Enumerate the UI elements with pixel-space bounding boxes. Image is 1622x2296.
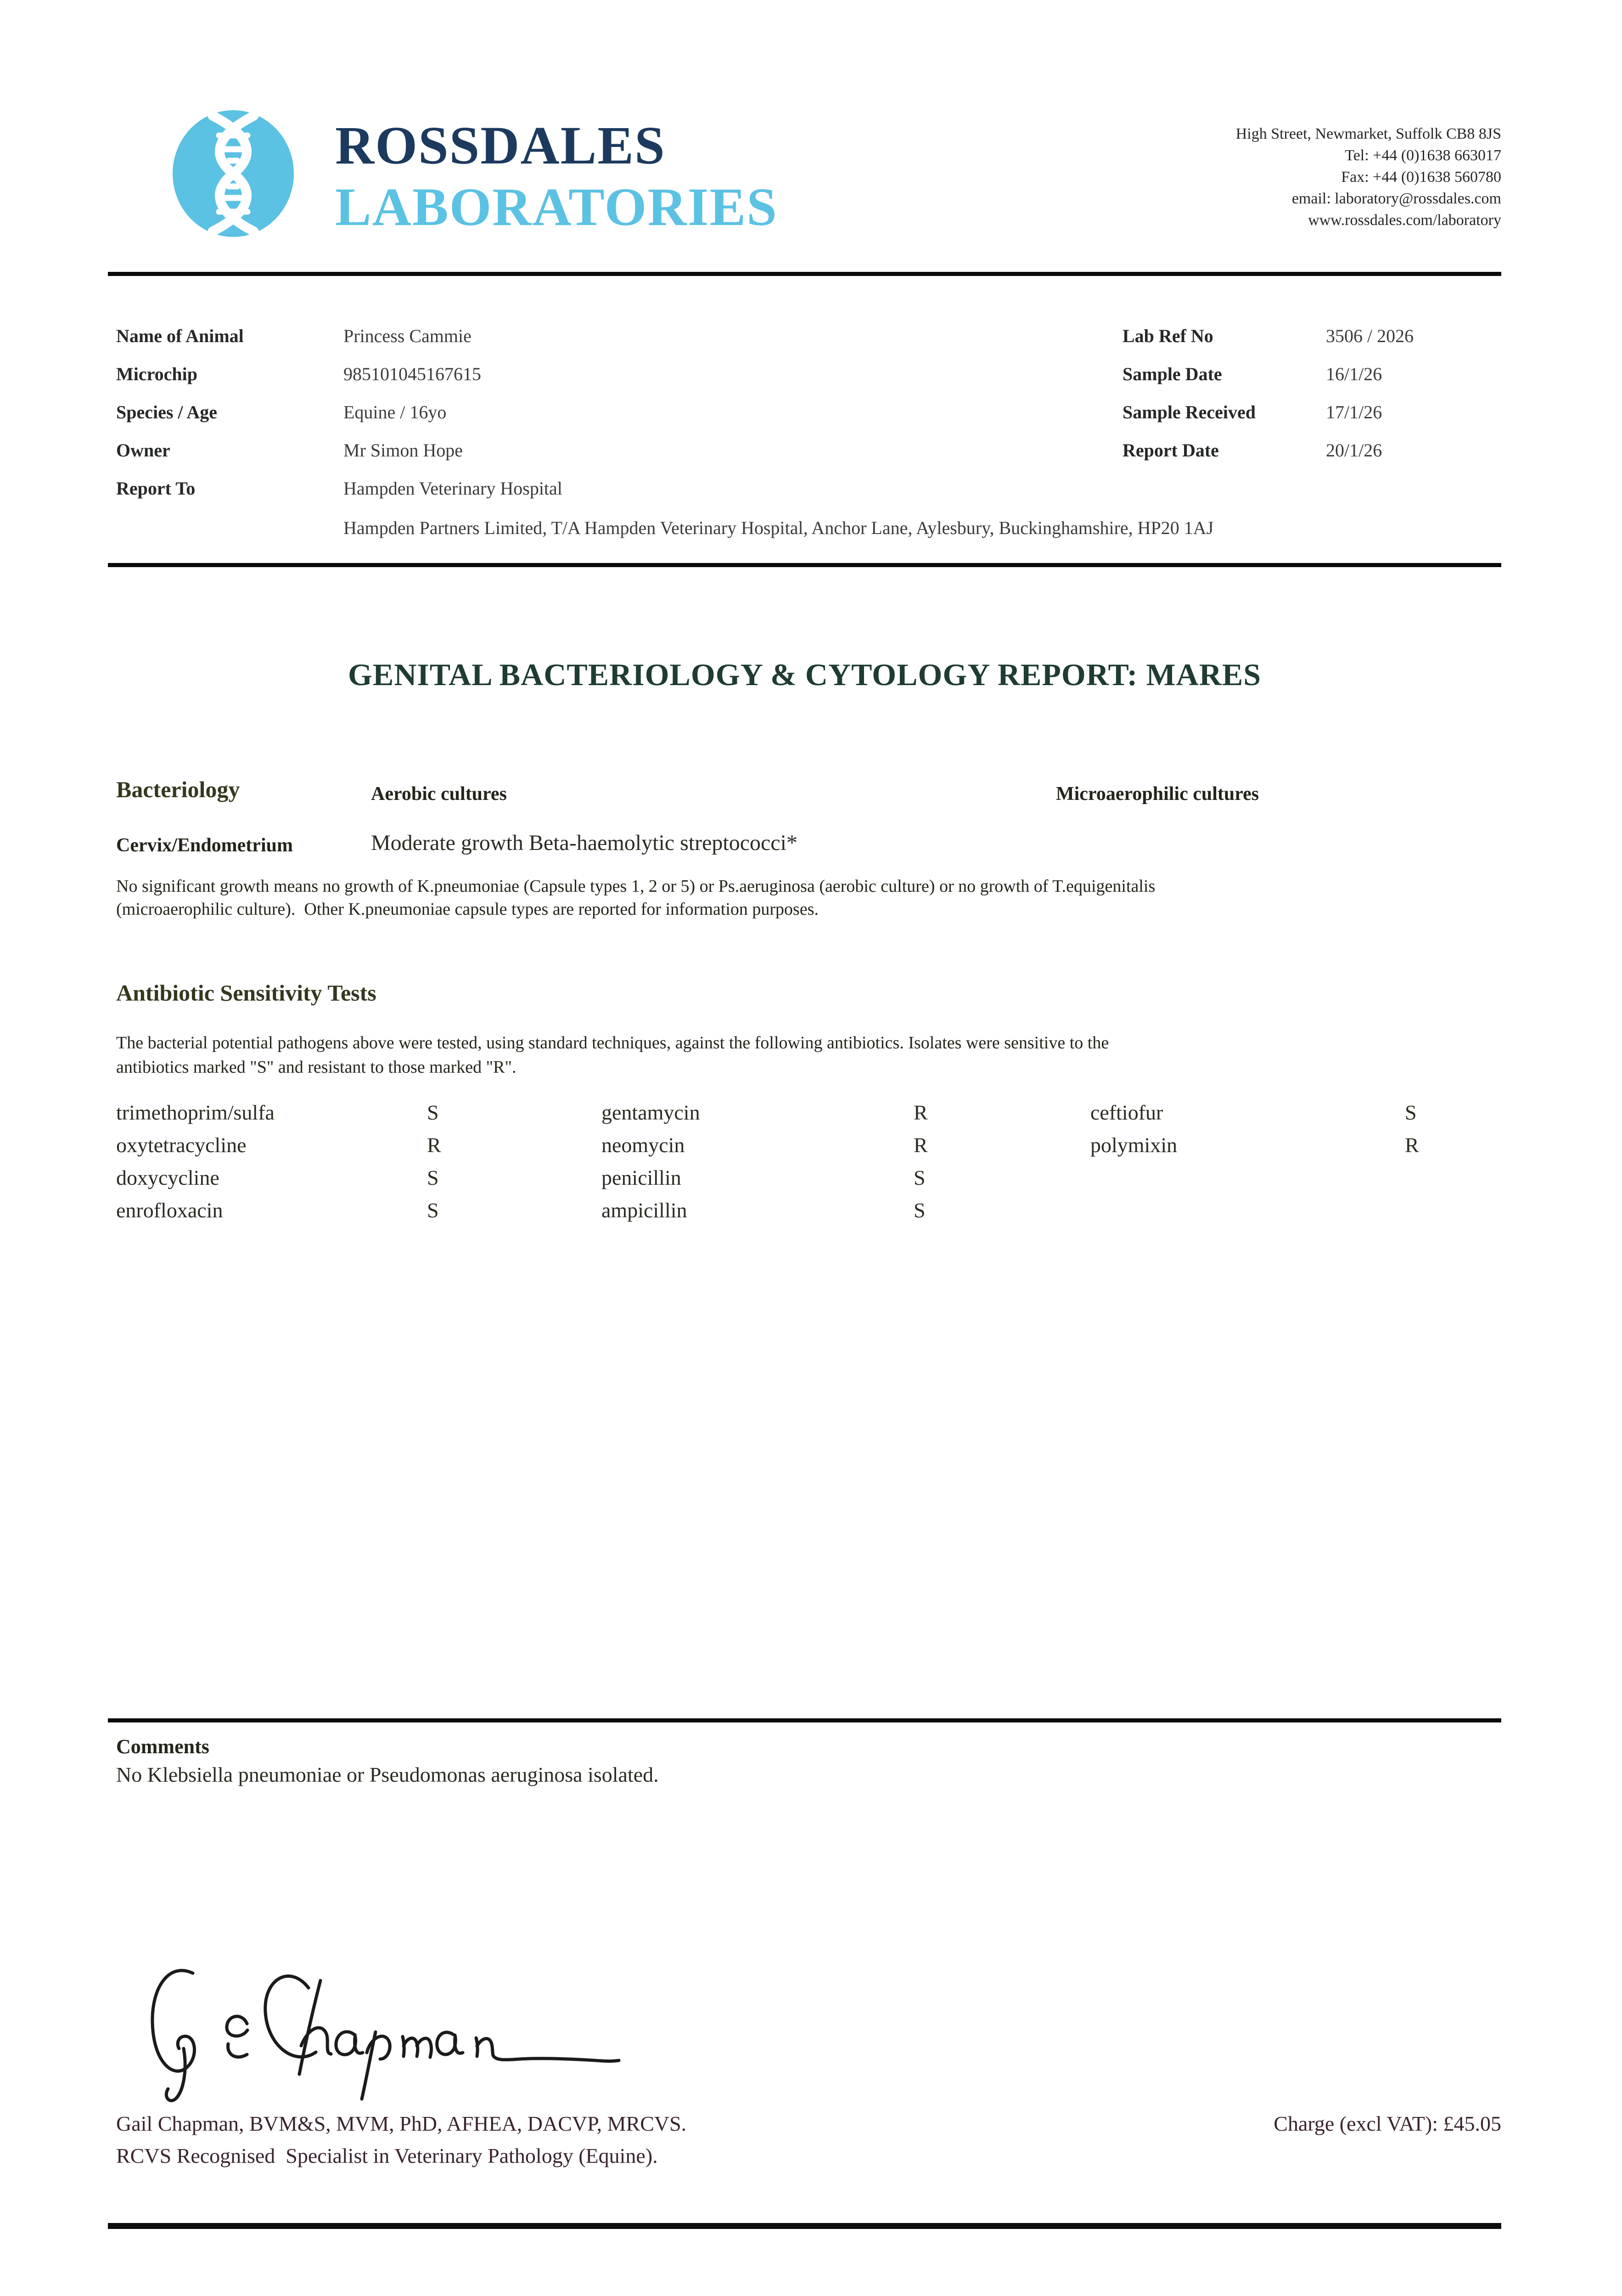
contact-address: High Street, Newmarket, Suffolk CB8 8JS xyxy=(1235,125,1501,142)
aerobic-cultures-label: Aerobic cultures xyxy=(371,783,507,805)
info-value-report-date: 20/1/26 xyxy=(1326,440,1382,461)
header-rule-top xyxy=(108,272,1501,276)
dna-helix-icon xyxy=(164,109,302,238)
antibiotic-row xyxy=(116,1135,1448,1167)
microaerophilic-cultures-label: Microaerophilic cultures xyxy=(1056,783,1259,805)
info-value-name: Princess Cammie xyxy=(343,326,471,346)
info-value-sample-date: 16/1/26 xyxy=(1326,364,1382,384)
info-label-species: Species / Age xyxy=(116,402,217,422)
bacteriology-heading: Bacteriology xyxy=(116,777,240,802)
antibiotic-name: trimethoprim/sulfa xyxy=(116,1101,275,1124)
info-label-report-to: Report To xyxy=(116,478,196,499)
antibiotic-result: R xyxy=(1405,1133,1419,1157)
antibiotic-name: ampicillin xyxy=(601,1199,687,1222)
antibiotic-name: oxytetracycline xyxy=(116,1133,247,1157)
contact-fax: Fax: +44 (0)1638 560780 xyxy=(1341,169,1501,186)
footer-bar xyxy=(108,2223,1501,2229)
info-value-report-to: Hampden Veterinary Hospital xyxy=(343,478,562,499)
antibiotic-row xyxy=(116,1200,1448,1232)
antibiotic-result: S xyxy=(914,1199,926,1222)
no-growth-note-line2: (microaerophilic culture). Other K.pneumoniae capsule types are reported for information purposes. xyxy=(116,900,819,919)
antibiotic-result: S xyxy=(914,1166,926,1189)
antibiotic-name: penicillin xyxy=(601,1166,681,1189)
no-growth-note-line1: No significant growth means no growth of K.pneumoniae (Capsule types 1, 2 or 5) or Ps.aeruginosa (aerobic culture) or no growth of T.equigenitalis xyxy=(116,877,1156,896)
antibiotic-result: S xyxy=(427,1101,439,1124)
info-label-sample-received: Sample Received xyxy=(1122,402,1256,422)
info-label-report-date: Report Date xyxy=(1122,440,1219,461)
antibiotic-result: R xyxy=(427,1133,441,1157)
info-value-microchip: 985101045167615 xyxy=(343,364,481,384)
culture-result: Moderate growth Beta-haemolytic streptococci* xyxy=(371,831,797,855)
info-value-species: Equine / 16yo xyxy=(343,402,447,422)
contact-block xyxy=(1236,123,1501,231)
contact-web: www.rossdales.com/laboratory xyxy=(1308,212,1501,229)
antibiotic-result: R xyxy=(914,1133,928,1157)
contact-email: email: laboratory@rossdales.com xyxy=(1291,190,1501,207)
antibiotic-row xyxy=(116,1167,1448,1200)
antibiotic-name: gentamycin xyxy=(601,1101,700,1124)
info-label-microchip: Microchip xyxy=(116,364,198,384)
comments-text: No Klebsiella pneumoniae or Pseudomonas aeruginosa isolated. xyxy=(116,1763,659,1786)
signature-image xyxy=(138,1954,652,2112)
info-label-owner: Owner xyxy=(116,440,170,461)
brand-name-line1: ROSSDALES xyxy=(335,115,666,175)
antibiotic-result: S xyxy=(427,1199,439,1222)
comments-rule xyxy=(108,1718,1501,1722)
antibiotic-name: doxycycline xyxy=(116,1166,219,1189)
info-value-lab-ref: 3506 / 2026 xyxy=(1326,326,1414,346)
charge-line: Charge (excl VAT): £45.05 xyxy=(1274,2112,1501,2135)
header-rule-bottom xyxy=(108,563,1501,567)
sensitivity-intro-line1: The bacterial potential pathogens above were tested, using standard techniques, against the following antibiotics. Isolates were sensitive to the xyxy=(116,1033,1109,1052)
sensitivity-heading: Antibiotic Sensitivity Tests xyxy=(116,980,376,1006)
antibiotic-name: ceftiofur xyxy=(1090,1101,1163,1124)
sensitivity-intro-line2: antibiotics marked "S" and resistant to those marked "R". xyxy=(116,1058,516,1077)
info-value-sample-received: 17/1/26 xyxy=(1326,402,1382,422)
antibiotic-name: enrofloxacin xyxy=(116,1199,223,1222)
antibiotic-table xyxy=(116,1102,1448,1240)
info-value-report-to-address: Hampden Partners Limited, T/A Hampden Veterinary Hospital, Anchor Lane, Aylesbury, Buckinghamshire, HP20 1AJ xyxy=(343,518,1214,538)
antibiotic-name: neomycin xyxy=(601,1133,685,1157)
signoff-name-line: Gail Chapman, BVM&S, MVM, PhD, AFHEA, DACVP, MRCVS. xyxy=(116,2112,687,2135)
info-value-owner: Mr Simon Hope xyxy=(343,440,463,461)
comments-heading: Comments xyxy=(116,1735,209,1758)
signoff-title-line: RCVS Recognised Specialist in Veterinary Pathology (Equine). xyxy=(116,2144,658,2167)
brand-name-line2: LABORATORIES xyxy=(335,177,778,237)
info-label-lab-ref: Lab Ref No xyxy=(1122,326,1213,346)
info-label-sample-date: Sample Date xyxy=(1122,364,1222,384)
antibiotic-row xyxy=(116,1102,1448,1135)
contact-tel: Tel: +44 (0)1638 663017 xyxy=(1345,147,1501,164)
site-label: Cervix/Endometrium xyxy=(116,835,293,856)
info-label-name: Name of Animal xyxy=(116,326,244,346)
antibiotic-result: S xyxy=(427,1166,439,1189)
page-title: GENITAL BACTERIOLOGY & CYTOLOGY REPORT: MARES xyxy=(348,657,1262,692)
antibiotic-result: R xyxy=(914,1101,928,1124)
antibiotic-name: polymixin xyxy=(1090,1133,1178,1157)
antibiotic-result: S xyxy=(1405,1101,1417,1124)
